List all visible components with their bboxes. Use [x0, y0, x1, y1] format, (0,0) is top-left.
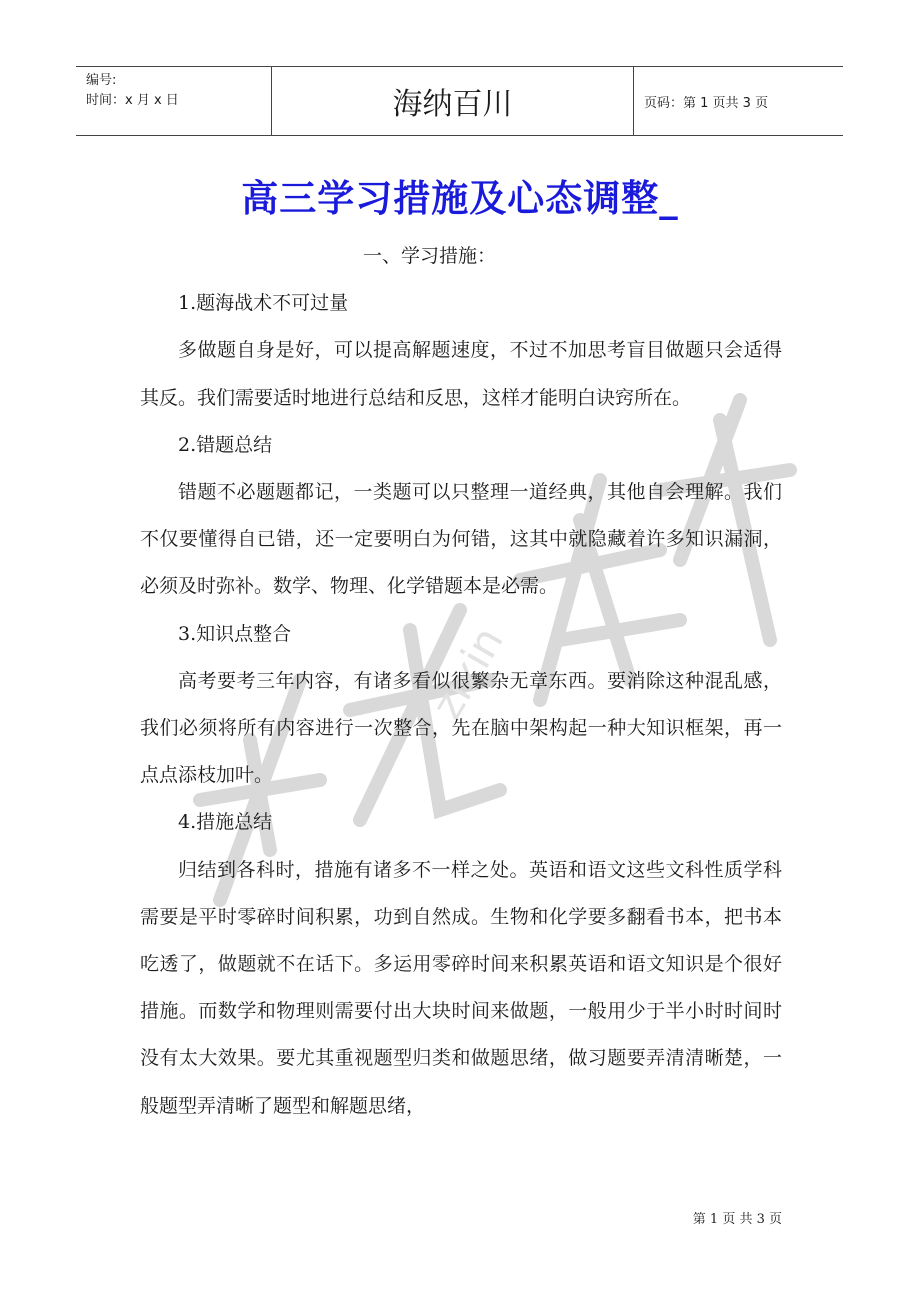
section-heading: 一、学习措施： — [363, 245, 497, 267]
number-label: 编号: — [86, 73, 117, 88]
document-title: 高三学习措施及心态调整_ — [241, 176, 679, 220]
paragraph-2: 错题不必题题都记，一类题可以只整理一道经典，其他自会理解。我们不仅要懂得自已错，还一定要明白为何错，这其中就隐藏着许多知识漏洞，必须及时弥补。数学、物理、化学错题本是必需。 — [140, 481, 782, 598]
paragraph-3: 高考要考三年内容，有诸多看似很繁杂无章东西。要消除这种混乱感，我们必须将所有内容进行一次整合，先在脑中架构起一种大知识框架，再一点点添枝加叶。 — [140, 669, 782, 787]
subheading-1: 1.题海战术不可过量 — [178, 292, 349, 315]
page-footer: 第 1 页 共 3 页 — [692, 1212, 782, 1227]
paragraph-1: 多做题自身是好，可以提高解题速度，不过不加思考盲目做题只会适得其反。我们需要适时地进行总结和反思，这样才能明白诀窍所在。 — [140, 339, 782, 409]
header-meta — [76, 67, 272, 135]
watermark-text: zixin — [422, 618, 513, 727]
header-page-info: 页码：第 1 页共 3 页 — [644, 95, 769, 111]
subheading-4: 4.措施总结 — [178, 811, 273, 834]
subheading-2: 2.错题总结 — [178, 433, 273, 456]
document-body — [140, 233, 782, 1130]
subheading-3: 3.知识点整合 — [178, 622, 292, 645]
paragraph-4: 归结到各科时，措施有诸多不一样之处。英语和语文这些文科性质学科需要是平时零碎时间积累，功到自然成。生物和化学要多翻看书本，把书本吃透了，做题就不在话下。多运用零碎时间来积累英语和语文知识是个很好措施。而数学和物理则需要付出大块时间来做题，一般用少于半小时时间时没有太大效果。要尤其重视题型归类和做题思绪，做习题要弄清清晰楚，一般题型弄清晰了题型和解题思绪， — [140, 858, 782, 1117]
document-header — [76, 66, 843, 136]
time-label: 时间：x 月 x 日 — [86, 93, 179, 108]
header-brand: 海纳百川 — [272, 67, 634, 135]
